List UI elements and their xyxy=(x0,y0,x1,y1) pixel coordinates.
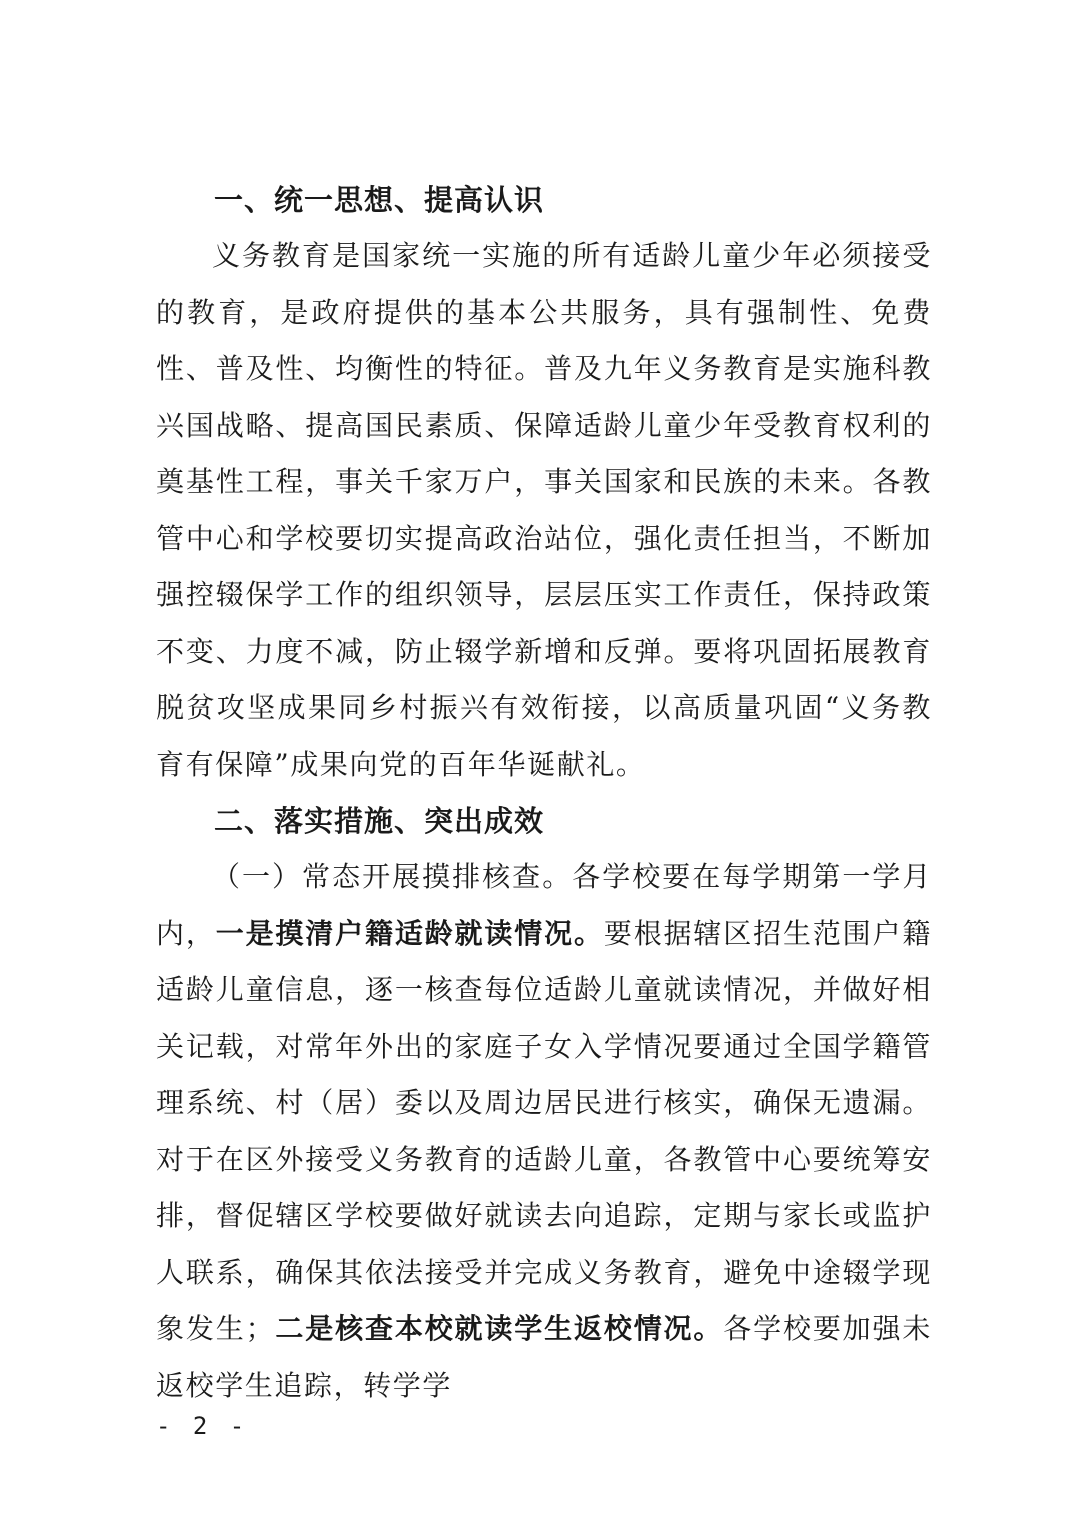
point-2-heading: 二是核查本校就读学生返校情况。 xyxy=(275,1312,724,1345)
point-2-text: 各学校要加强未返校学生追踪，转学学 xyxy=(156,1312,932,1402)
document-body xyxy=(156,172,932,1414)
subsection-1-paragraph xyxy=(156,849,932,1414)
subsection-1-intro: 各学校要在每学期第一学月内， xyxy=(156,860,933,950)
page-number: - 2 - xyxy=(156,1412,249,1440)
point-1-heading: 一是摸清户籍适龄就读情况。 xyxy=(215,916,604,950)
section-1-paragraph xyxy=(156,228,932,793)
section-1-paragraph-text: 义务教育是国家统一实施的所有适龄儿童少年必须接受的教育，是政府提供的基本公共服务，具有强制性、免费性、普及性、均衡性的特征。普及九年义务教育是实施科教兴国战略、提高国民素质、保障适龄儿童少年受教育权利的奠基性工程，事关千家万户，事关国家和民族的未来。各教管中心和学校要切实提高政治站位，强化责任担当，不断加强控辍保学工作的组织领导，层层压实工作责任，保持政策不变、力度不减，防止辍学新增和反弹。要将巩固拓展教育脱贫攻坚成果同乡村振兴有效衔接，以高质量巩固“义务教育有保障”成果向党的百年华诞献礼。 xyxy=(156,239,932,781)
section-heading-1: 一、统一思想、提高认识 xyxy=(214,183,545,217)
point-1-text: 要根据辖区招生范围户籍适龄儿童信息，逐一核查每位适龄儿童就读情况，并做好相关记载，对常年外出的家庭子女入学情况要通过全国学籍管理系统、村（居）委以及周边居民进行核实，确保无遗漏。对于在区外接受义务教育的适龄儿童，各教管中心要统筹安排，督促辖区学校要做好就读去向追踪，定期与家长或监护人联系，确保其依法接受并完成义务教育，避免中途辍学现象发生； xyxy=(156,916,932,1345)
subsection-1-title: （一）常态开展摸排核查。 xyxy=(212,860,573,893)
section-heading-2: 二、落实措施、突出成效 xyxy=(214,804,545,838)
